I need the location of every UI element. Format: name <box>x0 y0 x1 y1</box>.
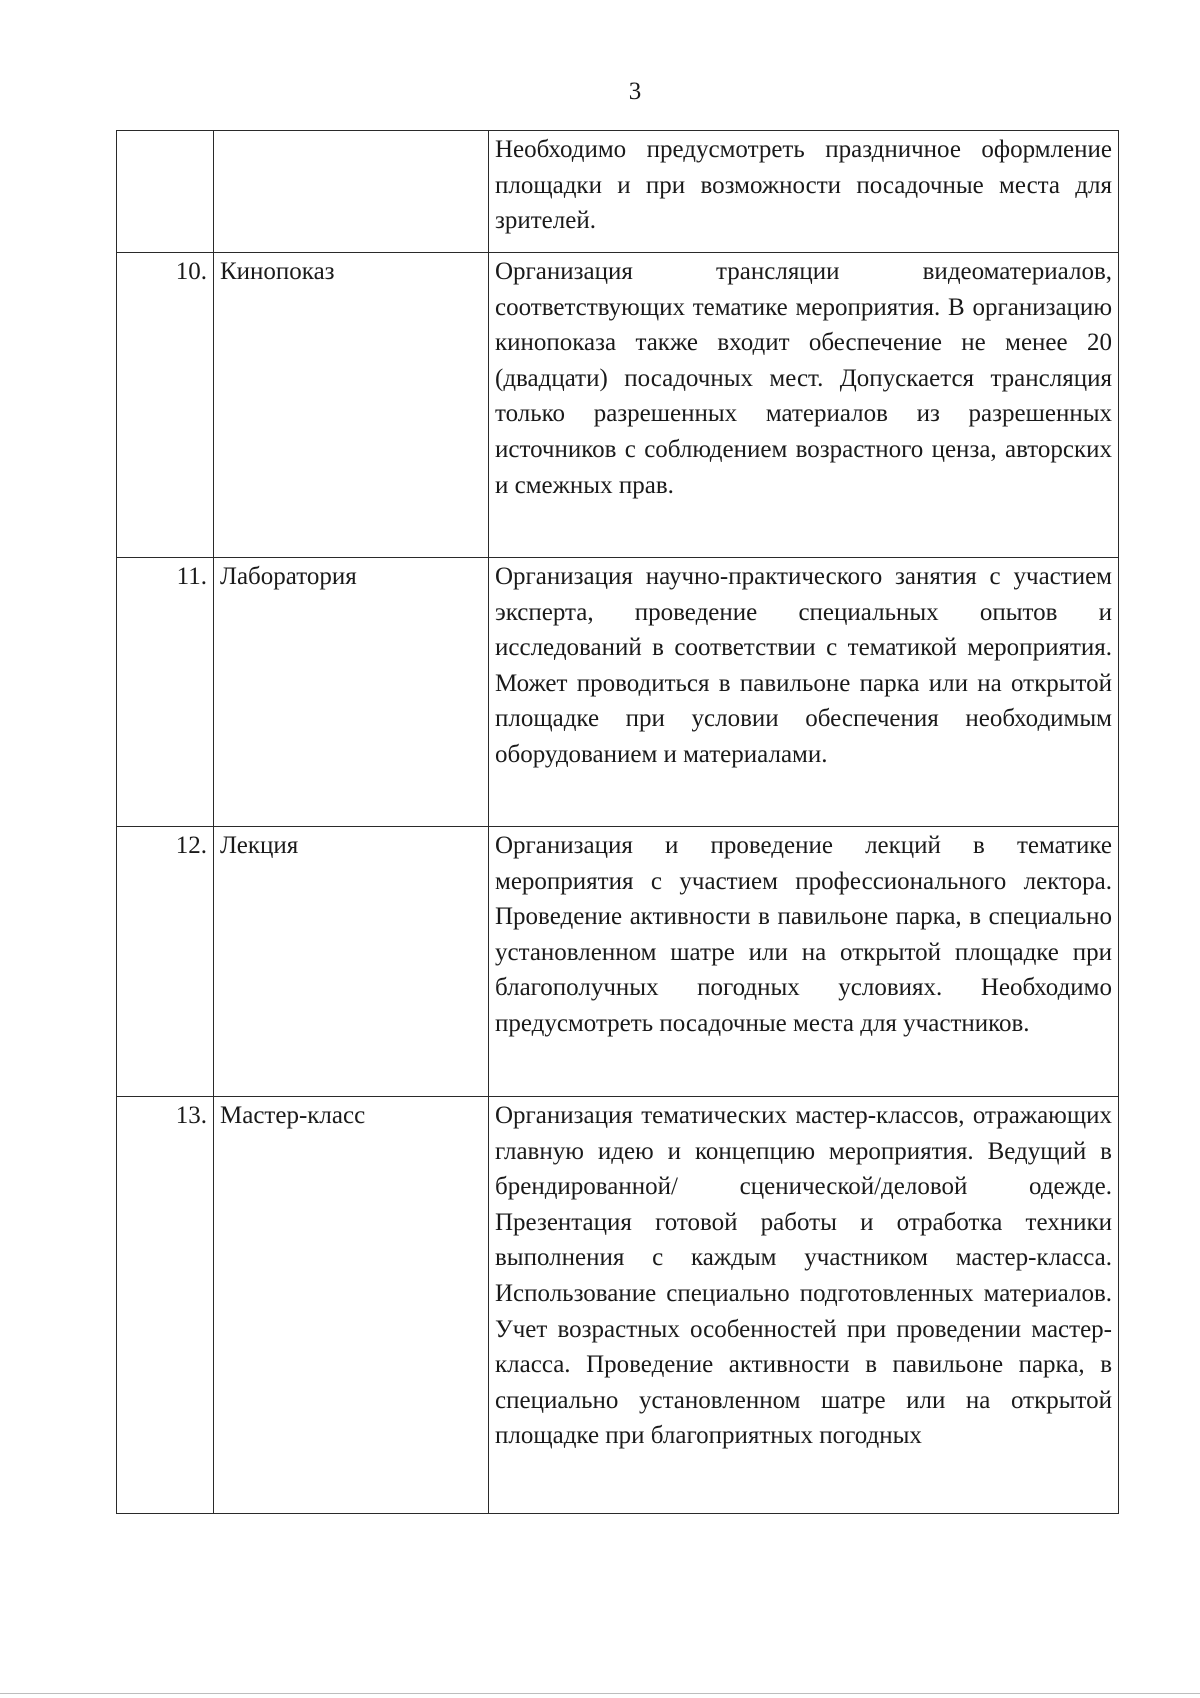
activities-table <box>116 130 1119 1514</box>
activity-description: Организация и проведение лекций в тематике мероприятия с участием профессионального лектора. Проведение активности в павильоне парка, в специально установленном шатре или на открытой площадке при благополучных погодных условиях. Необходимо предусмотреть посадочные места для участников. <box>489 827 1119 1097</box>
activity-name: Кинопоказ <box>214 253 489 558</box>
page-number: 3 <box>628 78 642 105</box>
table-row <box>117 131 1119 253</box>
activity-name: Лекция <box>214 827 489 1097</box>
row-number: 13. <box>117 1097 214 1514</box>
activity-description: Организация тематических мастер-классов, отражающих главную идею и концепцию мероприятия. Ведущий в брендированной/ сценической/деловой одежде. Презентация готовой работы и отработка техники выполнения с каждым участником мастер-класса. Использование специально подготовленных материалов. Учет возрастных особенностей при проведении мастер-класса. Проведение активности в павильоне парка, в специально установленном шатре или на открытой площадке при благоприятных погодных <box>489 1097 1119 1514</box>
page-bottom-divider <box>0 1693 1200 1694</box>
row-number <box>117 131 214 253</box>
row-number: 11. <box>117 558 214 827</box>
row-number: 12. <box>117 827 214 1097</box>
activity-name: Мастер-класс <box>214 1097 489 1514</box>
activity-name <box>214 131 489 253</box>
activity-description: Необходимо предусмотреть праздничное оформление площадки и при возможности посадочные места для зрителей. <box>489 131 1119 253</box>
row-number: 10. <box>117 253 214 558</box>
activity-name: Лаборатория <box>214 558 489 827</box>
table-row <box>117 1097 1119 1514</box>
table-row <box>117 827 1119 1097</box>
table-row <box>117 558 1119 827</box>
activity-description: Организация трансляции видеоматериалов, соответствующих тематике мероприятия. В организацию кинопоказа также входит обеспечение не менее 20 (двадцати) посадочных мест. Допускается трансляция только разрешенных материалов из разрешенных источников с соблюдением возрастного ценза, авторских и смежных прав. <box>489 253 1119 558</box>
table-row <box>117 253 1119 558</box>
activity-description: Организация научно-практического занятия с участием эксперта, проведение специальных опытов и исследований в соответствии с тематикой мероприятия. Может проводиться в павильоне парка или на открытой площадке при условии обеспечения необходимым оборудованием и материалами. <box>489 558 1119 827</box>
